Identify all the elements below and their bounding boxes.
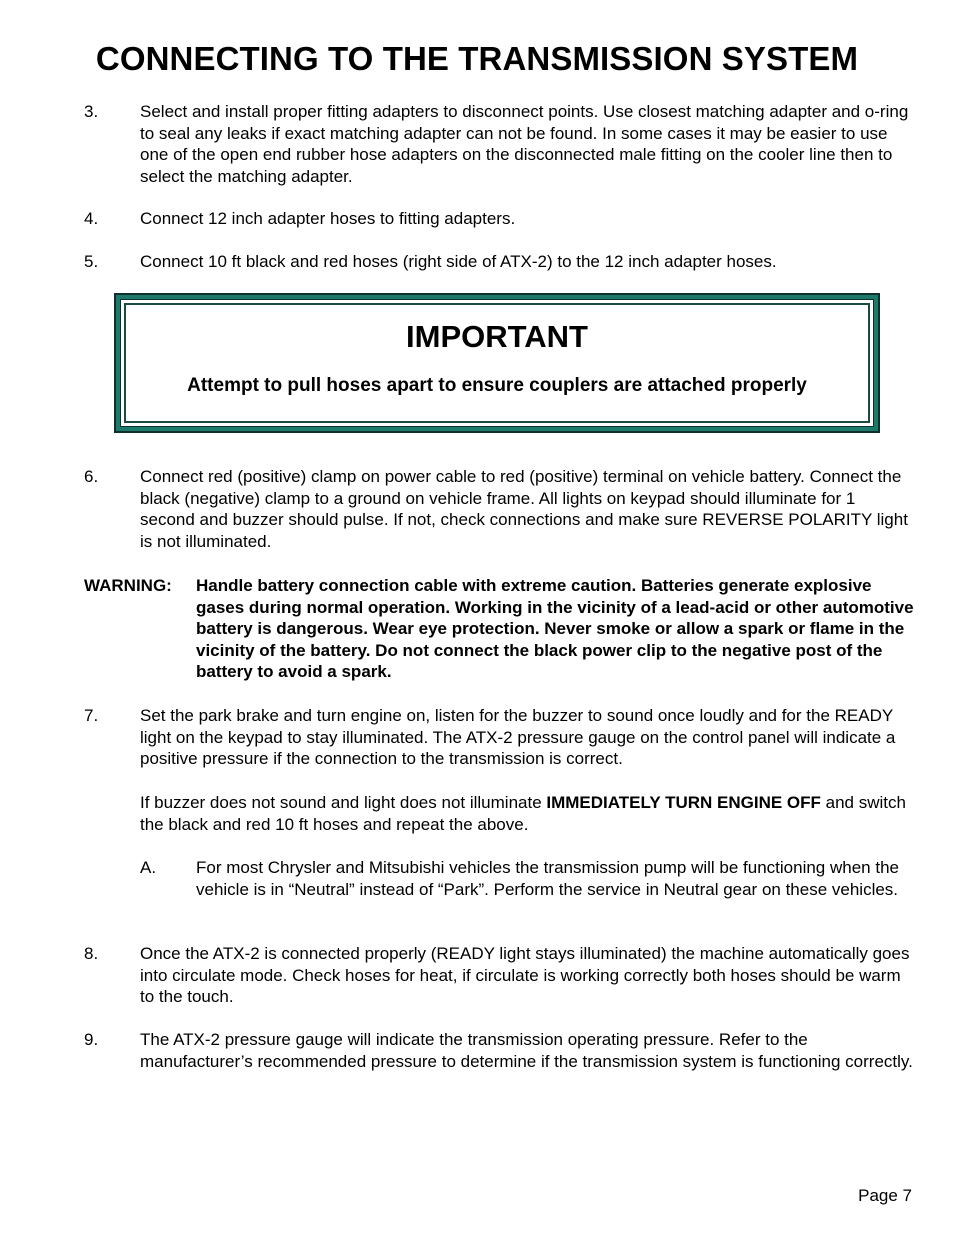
step-text: Set the park brake and turn engine on, listen for the buzzer to sound once loudly and for the READY light on the keypad to stay illuminated. The ATX-2 pressure gauge on the control panel will indicate a positive pressure if the connection to the transmission is correct.: [140, 706, 896, 769]
step-3: [84, 101, 914, 187]
step-text: Connect 12 inch adapter hoses to fitting adapters.: [140, 209, 516, 228]
step-number: 3.: [84, 102, 99, 121]
followup-text-end: and switch the black and red 10 ft hoses and repeat the above.: [140, 793, 906, 834]
step-text: Connect red (positive) clamp on power cable to red (positive) terminal on vehicle battery. Connect the black (negative) clamp to a ground on vehicle frame. All lights on keypad should illuminate for 1 second and buzzer should pulse. If not, check connections and make sure REVERSE POLARITY light is not illuminated.: [140, 467, 908, 551]
step-text: Connect 10 ft black and red hoses (right side of ATX-2) to the 12 inch adapter hoses.: [140, 252, 777, 271]
step-number: 8.: [84, 944, 99, 963]
step-6: [84, 466, 914, 552]
important-box: [114, 293, 880, 433]
page-title: CONNECTING TO THE TRANSMISSION SYSTEM: [95, 40, 859, 77]
substep-text: For most Chrysler and Mitsubishi vehicles the transmission pump will be functioning when the vehicle is in “Neutral” instead of “Park”. Perform the service in Neutral gear on these vehicles.: [196, 858, 899, 899]
important-heading: IMPORTANT: [406, 319, 588, 354]
followup-emphasis: IMMEDIATELY TURN ENGINE OFF: [546, 793, 821, 812]
step-5: [84, 251, 914, 273]
page-number: Page 7: [858, 1186, 912, 1205]
warning-block: [84, 575, 914, 683]
step-number: 5.: [84, 252, 99, 271]
step-7-followup: [140, 792, 914, 835]
step-text: Select and install proper fitting adapters to disconnect points. Use closest matching adapter and o-ring to seal any leaks if exact matching adapter can not be found. In some cases it may be easier to use one of the open end rubber hose adapters on the disconnected male fitting on the cooler line then to select the matching adapter.: [140, 102, 909, 186]
warning-text: Handle battery connection cable with extreme caution. Batteries generate explosive gases during normal operation. Working in the vicinity of a lead-acid or other automotive battery is dangerous. Wear eye protection. Never smoke or allow a spark or flame in the vicinity of the battery. Do not connect the black power clip to the negative post of the battery to avoid a spark.: [196, 576, 914, 682]
warning-label: WARNING:: [84, 576, 172, 595]
step-9: [84, 1029, 914, 1072]
step-text: Once the ATX-2 is connected properly (READY light stays illuminated) the machine automatically goes into circulate mode. Check hoses for heat, if circulate is working correctly both hoses should be warm to the touch.: [140, 944, 910, 1007]
substep-letter: A.: [140, 858, 157, 877]
step-number: 6.: [84, 467, 99, 486]
step-number: 9.: [84, 1030, 99, 1049]
important-text: Attempt to pull hoses apart to ensure couplers are attached properly: [187, 375, 807, 396]
step-4: [84, 208, 914, 230]
step-8: [84, 943, 914, 1008]
step-number: 4.: [84, 209, 99, 228]
step-text: The ATX-2 pressure gauge will indicate the transmission operating pressure. Refer to the manufacturer’s recommended pressure to determine if the transmission system is functioning correctly.: [140, 1030, 913, 1071]
step-7-substep-a: [140, 857, 914, 900]
step-number: 7.: [84, 706, 99, 725]
followup-text-start: If buzzer does not sound and light does not illuminate: [140, 793, 547, 812]
step-7: [84, 705, 914, 770]
